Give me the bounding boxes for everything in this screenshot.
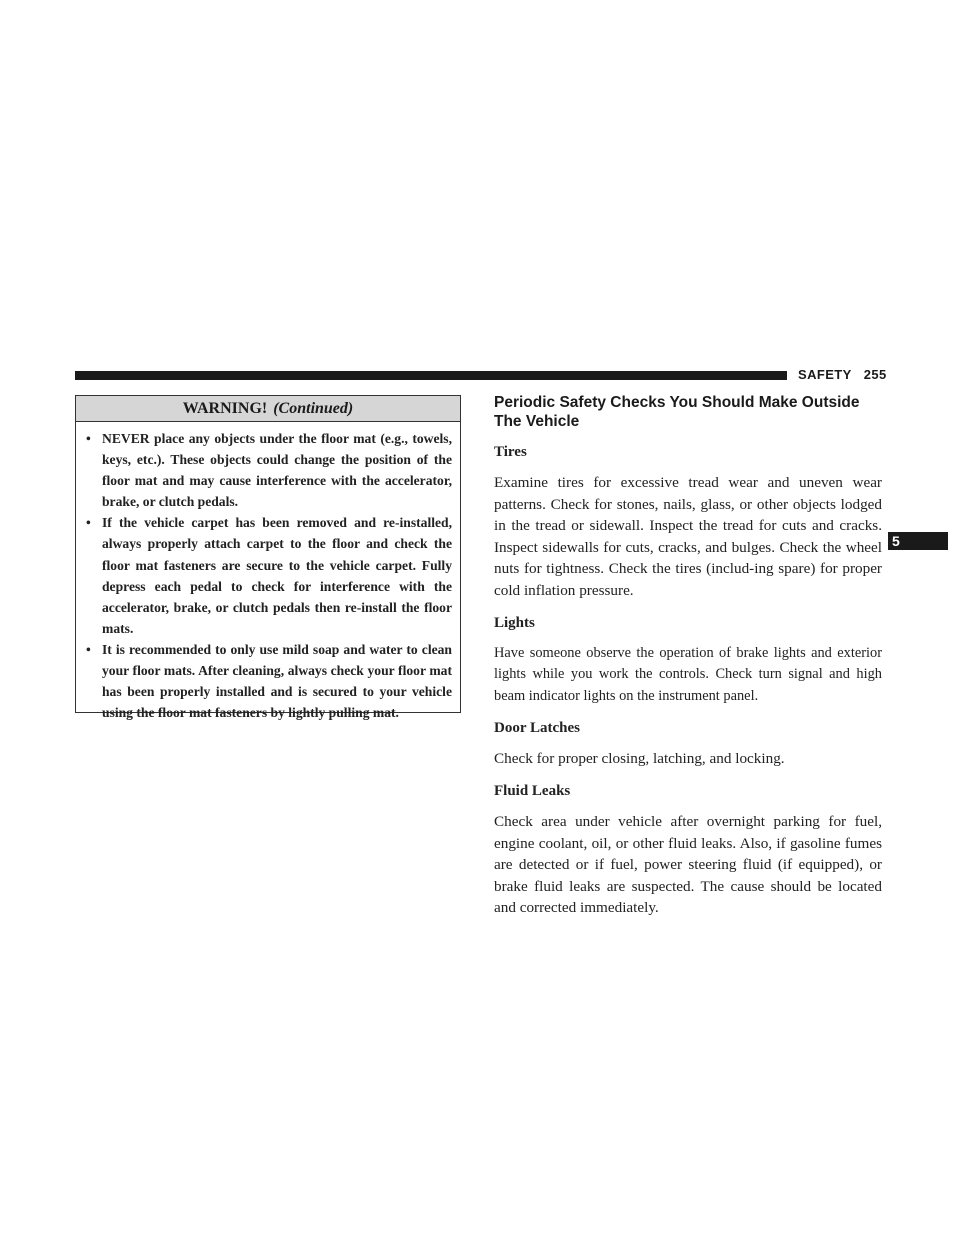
warning-title: WARNING! (182, 400, 268, 417)
bullet-icon: • (86, 431, 91, 446)
tires-heading: Tires (494, 444, 527, 460)
running-header (798, 367, 887, 382)
lights-heading: Lights (494, 614, 535, 631)
warning-list (76, 422, 460, 723)
chapter-tab: 5 (888, 532, 948, 550)
page-number: 255 (863, 367, 887, 382)
warning-item-text: NEVER place any objects under the floor mat (e.g., towels, keys, etc.). These objects could change the position of the floor mat and may cause interference with the accelerator, brake, or clutch pedals. (102, 431, 452, 510)
warning-item-text: It is recommended to only use mild soap and water to clean your floor mats. After cleaning, always check your floor mat has been properly installed and is secured to your vehicle using the floor mat fasteners by lightly pulling mat. (102, 641, 452, 721)
fluid-leaks-paragraph: Check area under vehicle after overnight parking for fuel, engine coolant, oil, or other fluid leaks. Also, if gasoline fumes are detected or if fuel, power steering fluid (if equipped), or brake fluid leaks are suspected. The cause should be located and corrected immediately. (494, 812, 882, 917)
warning-continued: (Continued) (273, 400, 354, 417)
header-rule (75, 371, 787, 380)
header-section: SAFETY (798, 367, 852, 382)
tires-paragraph: Examine tires for excessive tread wear and uneven wear patterns. Check for stones, nails, glass, or other objects lodged in the tread or sidewall. Inspect the tread for cuts and cracks. Inspect sidewalls for cuts, cracks, and bulges. Check the wheel nuts for tightness. Check the tires (includ-ing spare) for proper cold inflation pressure. (494, 474, 882, 599)
warning-item-text: If the vehicle carpet has been removed and re-installed, always properly attach carpet to the floor and check the floor mat fasteners are secure to the vehicle carpet. Fully depress each pedal to check for interference with the accelerator, brake, or clutch pedals then re-install the floor mats. (102, 515, 452, 636)
door-latches-paragraph: Check for proper closing, latching, and locking. (494, 750, 785, 768)
warning-item (84, 428, 452, 512)
section-title: Periodic Safety Checks You Should Make Outside The Vehicle (494, 394, 860, 430)
bullet-icon: • (86, 515, 91, 531)
warning-box (75, 395, 461, 721)
warning-item (84, 639, 452, 723)
warning-item (84, 512, 452, 639)
lights-paragraph: Have someone observe the operation of brake lights and exterior lights while you work the controls. Check turn signal and high beam indicator lights on the instrument panel. (494, 644, 882, 704)
fluid-leaks-heading: Fluid Leaks (494, 782, 571, 799)
right-column (494, 393, 882, 930)
warning-header (76, 396, 460, 422)
bullet-icon: • (86, 641, 91, 657)
door-latches-heading: Door Latches (494, 720, 580, 737)
